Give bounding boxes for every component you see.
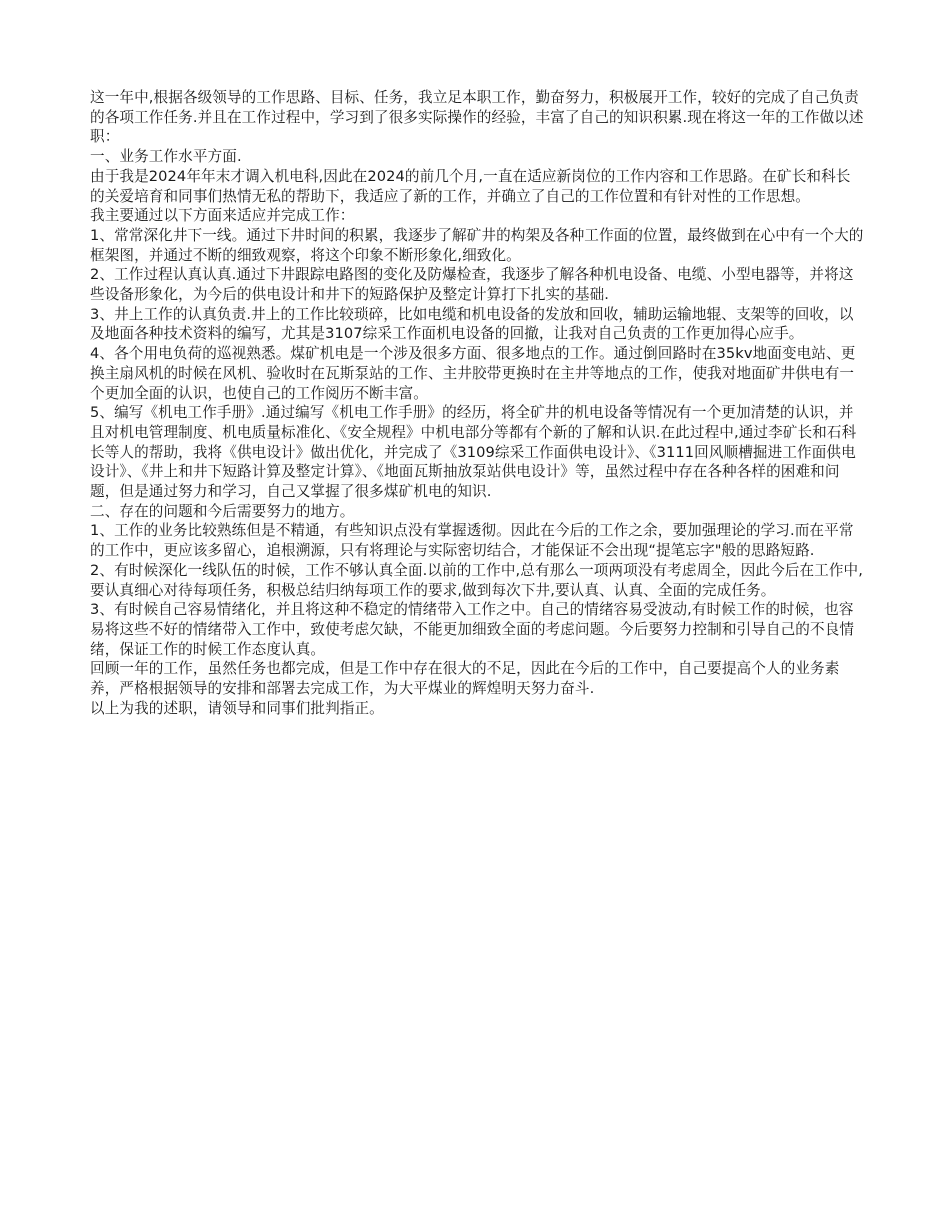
method-item-2: 2、工作过程认真认真.通过下井跟踪电路图的变化及防爆检查，我逐步了解各种机电设备、电缆、小型电器等，并将这些设备形象化，为今后的供电设计和井下的短路保护及整定计算打下扎实的基础. [90,266,854,304]
method-item-4: 4、各个用电负荷的巡视熟悉。煤矿机电是一个涉及很多方面、很多地点的工作。通过倒回路时在35kv地面变电站、更换主扇风机的时候在风机、验收时在瓦斯泵站的工作、主井胶带更换时在主井等地点的工作，使我对地面矿井供电有一个更加全面的认识，也使自己的工作阅历不断丰富。 [90,345,856,402]
problem-item-1: 1、工作的业务比较熟练但是不精通，有些知识点没有掌握透彻。因此在今后的工作之余，要加强理论的学习.而在平常的工作中，更应该多留心，追根溯源，只有将理论与实际密切结合，才能保证不会出现“提笔忘字"般的思路短路. [90,522,854,560]
review-paragraph: 回顾一年的工作，虽然任务也都完成，但是工作中存在很大的不足，因此在今后的工作中，自己要提高个人的业务素养，严格根据领导的安排和部署去完成工作，为大平煤业的辉煌明天努力奋斗. [90,660,840,698]
problem-item-3: 3、有时候自己容易情绪化，并且将这种不稳定的情绪带入工作之中。自己的情绪容易受波动,有时候工作的时候，也容易将这些不好的情绪带入工作中，致使考虑欠缺，不能更加细致全面的考虑问题。今后要努力控制和引导自己的不良情绪，保证工作的时候工作态度认真。 [90,601,855,658]
section-heading-business: 一、业务工作水平方面. [90,148,242,166]
methods-intro-paragraph: 我主要通过以下方面来适应并完成工作： [90,207,355,225]
method-item-3: 3、井上工作的认真负责.井上的工作比较琐碎，比如电缆和机电设备的发放和回收，辅助运输地辊、支架等的回收，以及地面各种技术资料的编写，尤其是3107综采工作面机电设备的回撤，让我对自己负责的工作更加得心应手。 [90,305,854,343]
method-item-5: 5、编写《机电工作手册》.通过编写《机电工作手册》的经历，将全矿井的机电设备等情况有一个更加清楚的认识，并且对机电管理制度、机电质量标准化、《安全规程》中机电部分等都有个新的了解和认识.在此过程中,通过李矿长和石科长等人的帮助，我将《供电设计》做出优化，并完成了《3109综采工作面供电设计》、《3111回风顺槽掘进工作面供电设计》、《井上和井下短路计算及整定计算》、《地面瓦斯抽放泵站供电设计》等，虽然过程中存在各种各样的困难和问题，但是通过努力和学习，自己又掌握了很多煤矿机电的知识. [90,404,857,501]
method-item-1: 1、常常深化井下一线。通过下井时间的积累，我逐步了解矿井的构架及各种工作面的位置，最终做到在心中有一个大的框架图，并通过不断的细致观察，将这个印象不断形象化,细致化。 [90,226,864,264]
problem-item-2: 2、有时候深化一线队伍的时候，工作不够认真全面.以前的工作中,总有那么一项两项没有考虑周全，因此今后在工作中,要认真细心对待每项任务，积极总结归纳每项工作的要求,做到每次下井,要认真、认真、全面的完成任务。 [90,561,863,599]
closing-paragraph: 以上为我的述职，请领导和同事们批判指正。 [90,699,384,717]
background-paragraph: 由于我是2024年年末才调入机电科,因此在2024的前几个月,一直在适应新岗位的工作内容和工作思路。在矿长和科长的关爱培育和同事们热情无私的帮助下，我适应了新的工作，并确立了自己的工作位置和有针对性的工作思想。 [90,167,851,205]
intro-paragraph: 这一年中,根据各级领导的工作思路、目标、任务，我立足本职工作，勤奋努力，积极展开工作，较好的完成了自己负责的各项工作任务.并且在工作过程中，学习到了很多实际操作的经验，丰富了自己的知识积累.现在将这一年的工作做以述职： [90,89,864,146]
document-body [90,88,865,719]
section-heading-problems: 二、存在的问题和今后需要努力的地方。 [90,502,355,520]
